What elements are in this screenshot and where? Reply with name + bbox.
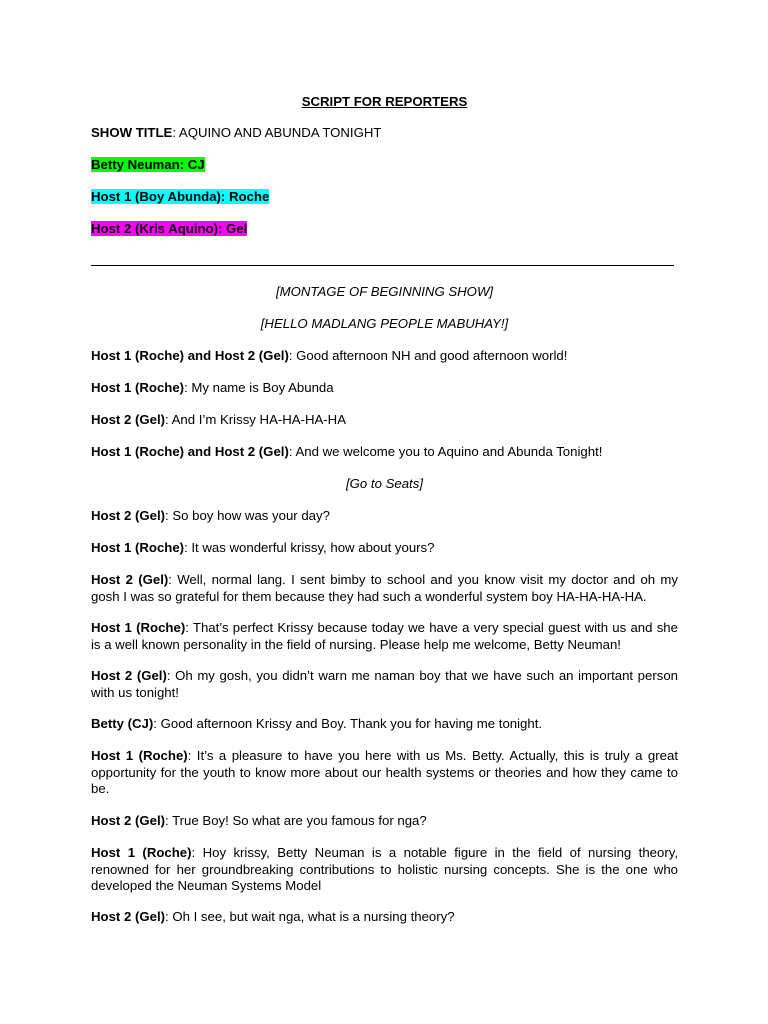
dialogue-line [91,909,678,926]
speaker: Host 1 (Roche) [91,845,192,860]
stage-direction-text: [Go to Seats] [346,476,423,491]
dialogue-text: : Hoy krissy, Betty Neuman is a notable figure in the field of nursing theory, renowned for her groundbreaking contributions to holistic nursing concepts. She is the one who developed the Neuman Systems Model [91,845,678,893]
speaker: Host 1 (Roche) and Host 2 (Gel) [91,348,289,363]
dialogue-text: : And we welcome you to Aquino and Abunda Tonight! [288,444,603,459]
cast-betty: Betty Neuman: CJ [91,157,205,172]
dialogue-text: : And I’m Krissy HA-HA-HA-HA [165,412,347,427]
dialogue-line [91,508,678,525]
speaker: Host 2 (Gel) [91,813,166,828]
stage-direction-text: [HELLO MADLANG PEOPLE MABUHAY!] [260,316,509,331]
stage-direction-montage [91,284,678,301]
speaker: Host 1 (Roche) [91,380,185,395]
dialogue-text: : My name is Boy Abunda [184,380,334,395]
dialogue-line [91,412,678,429]
stage-direction-text: [MONTAGE OF BEGINNING SHOW] [275,284,494,299]
show-title-label: SHOW TITLE [91,125,173,140]
dialogue-text: : Good afternoon Krissy and Boy. Thank you for having me tonight. [153,716,543,731]
dialogue-line [91,348,678,365]
dialogue-line [91,716,678,733]
separator-line [91,265,674,266]
dialogue-text: : Well, normal lang. I sent bimby to school and you know visit my doctor and oh my gosh I was so grateful for them because they had such a wonderful system boy HA-HA-HA-HA. [91,572,678,604]
speaker: Host 1 (Roche) [91,540,185,555]
dialogue-text: : That’s perfect Krissy because today we have a very special guest with us and she is a well known personality in the field of nursing. Please help me welcome, Betty Neuman! [91,620,678,652]
speaker: Host 2 (Gel) [91,412,166,427]
cast-line-host1 [91,189,678,206]
dialogue-line [91,620,678,653]
stage-direction-hello [91,316,678,333]
speaker: Betty (CJ) [91,716,154,731]
dialogue-line [91,572,678,605]
dialogue-line [91,845,678,895]
dialogue-line [91,444,678,461]
dialogue-line [91,540,678,557]
cast-host2: Host 2 (Kris Aquino): Gel [91,221,248,236]
speaker: Host 1 (Roche) and Host 2 (Gel) [91,444,289,459]
dialogue-text: : Oh I see, but wait nga, what is a nursing theory? [165,909,455,924]
cast-host1: Host 1 (Boy Abunda): Roche [91,189,270,204]
speaker: Host 1 (Roche) [91,620,186,635]
speaker: Host 2 (Gel) [91,668,167,683]
stage-direction-seats [91,476,678,493]
speaker: Host 2 (Gel) [91,508,166,523]
speaker: Host 2 (Gel) [91,909,166,924]
dialogue-text: : True Boy! So what are you famous for nga? [165,813,427,828]
cast-line-host2 [91,221,678,238]
speaker: Host 1 (Roche) [91,748,188,763]
show-title-line [91,125,678,142]
dialogue-text: : So boy how was your day? [165,508,330,523]
dialogue-line [91,668,678,701]
dialogue-line [91,813,678,830]
cast-line-betty [91,157,678,174]
dialogue-line [91,748,678,798]
dialogue-text: : It was wonderful krissy, how about yours? [184,540,435,555]
speaker: Host 2 (Gel) [91,572,169,587]
dialogue-text: : It’s a pleasure to have you here with us Ms. Betty. Actually, this is truly a great opportunity for the youth to know more about our health systems or theories and how they came to be. [91,748,678,796]
dialogue-text: : Oh my gosh, you didn’t warn me naman boy that we have such an important person with us tonight! [91,668,678,700]
show-title-value: : AQUINO AND ABUNDA TONIGHT [172,125,382,140]
document-title: SCRIPT FOR REPORTERS [301,94,468,109]
dialogue-line [91,380,678,397]
dialogue-text: : Good afternoon NH and good afternoon world! [288,348,568,363]
